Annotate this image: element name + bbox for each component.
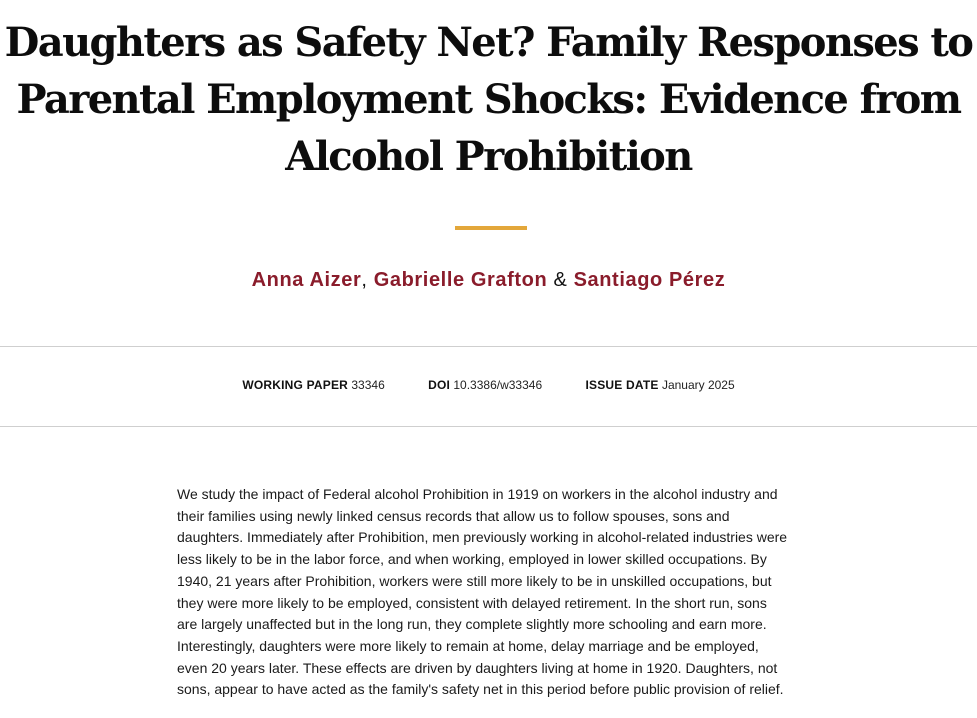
doi-value[interactable]: 10.3386/w33346: [453, 378, 543, 392]
meta-divider-top: [0, 346, 977, 347]
working-paper-label: WORKING PAPER: [242, 378, 349, 392]
paper-title-line: Alcohol Prohibition: [285, 133, 692, 180]
author-link-grafton[interactable]: Gabrielle Grafton: [373, 269, 548, 291]
author-separator: ,: [361, 269, 368, 291]
abstract-line: daughters. Immediately after Prohibition, men previously working in alcohol-related industries were: [177, 529, 788, 546]
title-accent-rule: [455, 226, 527, 230]
issue-date-label: ISSUE DATE: [585, 378, 659, 392]
working-paper-value: 33346: [351, 378, 385, 392]
author-link-aizer[interactable]: Anna Aizer: [251, 269, 362, 291]
abstract-line: Interestingly, daughters were more likely to remain at home, delay marriage and be employed,: [177, 637, 759, 654]
abstract-line: We study the impact of Federal alcohol Prohibition in 1919 on workers in the alcohol industry and: [177, 486, 778, 502]
abstract-line: 1940, 21 years after Prohibition, workers were still more likely to be in unskilled occupations, but: [177, 572, 772, 589]
abstract-line: less likely to be in the labor force, and when working, employed in lower skilled occupations. By: [177, 551, 767, 568]
doi: [428, 377, 542, 393]
paper-title-line: Parental Employment Shocks: Evidence from: [16, 76, 961, 123]
issue-date: [585, 377, 734, 393]
abstract: [177, 484, 817, 701]
abstract-line: they were more likely to be employed, consistent with delayed retirement. In the short run, sons: [177, 594, 767, 611]
author-link-perez[interactable]: Santiago Pérez: [573, 269, 726, 291]
abstract-line: their families using newly linked census records that allow us to follow spouses, sons and: [177, 507, 730, 524]
author-separator: &: [553, 269, 568, 291]
author-list: [0, 267, 977, 293]
abstract-line: sons, appear to have acted as the family's safety net in this period before public provision of relief.: [177, 681, 784, 698]
issue-date-value: January 2025: [661, 378, 735, 392]
paper-title: [0, 14, 977, 185]
doi-label: DOI: [428, 378, 451, 392]
meta-divider-bottom: [0, 426, 977, 427]
paper-metadata: [0, 377, 977, 393]
abstract-line: are largely unaffected but in the long run, they complete slightly more schooling and earn more.: [177, 616, 767, 633]
working-paper-number: [242, 377, 384, 393]
paper-title-line: Daughters as Safety Net? Family Responses to: [4, 19, 973, 66]
abstract-line: even 20 years later. These effects are driven by daughters living at home in 1920. Daughters, not: [177, 659, 778, 676]
